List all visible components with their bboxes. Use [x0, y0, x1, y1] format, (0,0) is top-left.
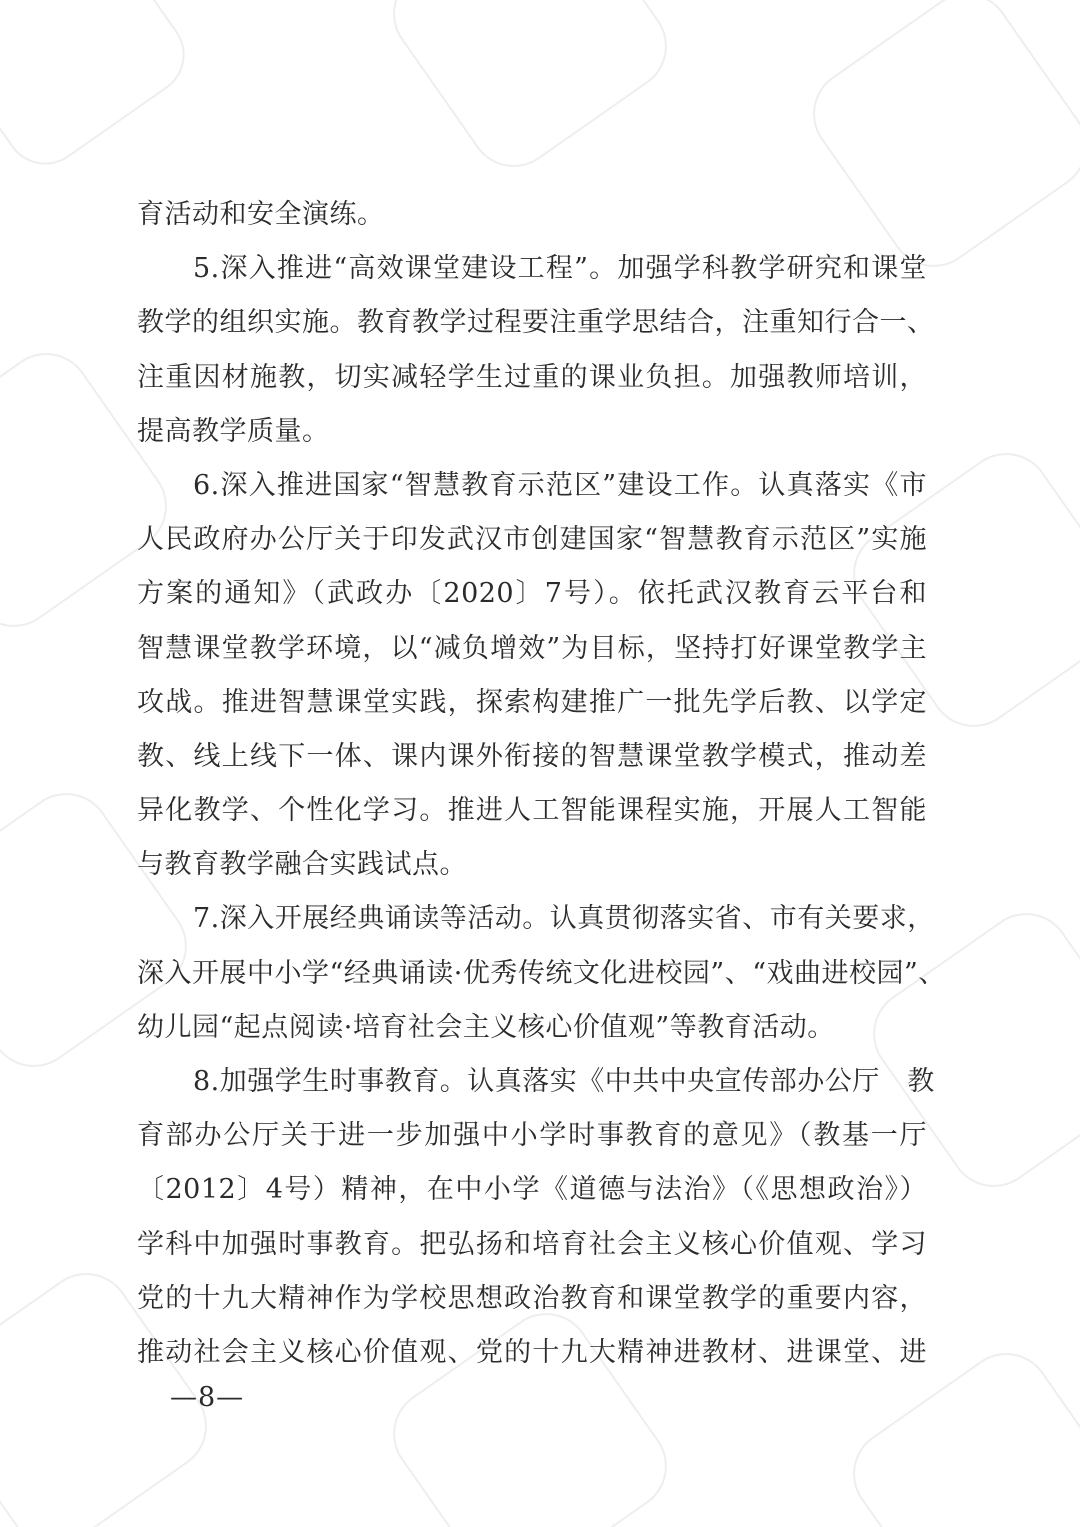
text-line: 方案的通知》（武政办〔2020〕7号）。依托武汉教育云平台和: [137, 578, 927, 610]
text-line: 育活动和安全演练。: [137, 199, 385, 230]
text-line: 6.深入推进国家“智慧教育示范区”建设工作。认真落实《市: [193, 469, 927, 501]
text-line: 5.深入推进“高效课堂建设工程”。加强学科教学研究和课堂: [193, 253, 927, 285]
text-line: 与教育教学融合实践试点。: [137, 849, 467, 881]
text-line: 提高教学质量。: [137, 415, 330, 447]
text-line: 教学的组织实施。教育教学过程要注重学思结合，注重知行合一、: [137, 307, 935, 339]
text-line: 异化教学、个性化学习。推进人工智能课程实施，开展人工智能: [137, 795, 927, 827]
text-line: 智慧课堂教学环境，以“减负增效”为目标，坚持打好课堂教学主: [137, 632, 927, 664]
text-line: 育部办公厅关于进一步加强中小学时事教育的意见》（教基一厅: [137, 1120, 927, 1152]
page-number: —8—: [170, 1382, 245, 1413]
text-line: 注重因材施教，切实减轻学生过重的课业负担。加强教师培训，: [137, 361, 927, 393]
text-line: 攻战。推进智慧课堂实践，探索构建推广一批先学后教、以学定: [137, 686, 927, 718]
document-body: [137, 188, 946, 1380]
text-line: 人民政府办公厅关于印发武汉市创建国家“智慧教育示范区”实施: [137, 524, 927, 556]
text-line: 党的十九大精神作为学校思想政治教育和课堂教学的重要内容，: [137, 1282, 927, 1314]
text-line: 幼儿园“起点阅读·培育社会主义核心价值观”等教育活动。: [137, 1011, 835, 1043]
text-line: 教、线上线下一体、课内课外衔接的智慧课堂教学模式，推动差: [137, 740, 927, 772]
text-line: 7.深入开展经典诵读等活动。认真贯彻落实省、市有关要求，: [193, 903, 935, 935]
text-line: 〔2012〕4号）精神，在中小学《道德与法治》（《思想政治》）: [137, 1174, 927, 1206]
text-line: 推动社会主义核心价值观、党的十九大精神进教材、进课堂、进: [137, 1336, 927, 1368]
text-line: 学科中加强时事教育。把弘扬和培育社会主义核心价值观、学习: [137, 1228, 927, 1260]
text-line: 8.加强学生时事教育。认真落实《中共中央宣传部办公厅 教: [193, 1066, 935, 1097]
text-line: 深入开展中小学“经典诵读·优秀传统文化进校园”、“戏曲进校园”、: [137, 957, 946, 989]
